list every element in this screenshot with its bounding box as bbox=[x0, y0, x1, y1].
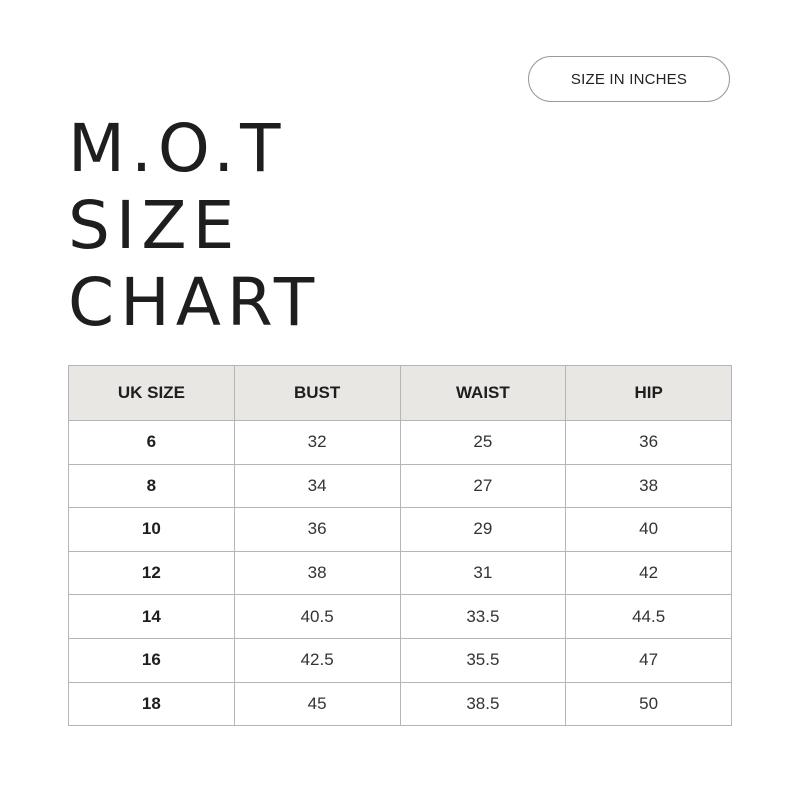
header-uk-size: UK SIZE bbox=[69, 366, 235, 421]
uk-size-cell: 14 bbox=[69, 595, 235, 639]
hip-cell: 40 bbox=[566, 508, 732, 552]
bust-cell: 45 bbox=[234, 682, 400, 726]
hip-cell: 42 bbox=[566, 551, 732, 595]
title-line-size: SIZE bbox=[68, 187, 241, 264]
bust-cell: 34 bbox=[234, 464, 400, 508]
hip-cell: 36 bbox=[566, 421, 732, 465]
uk-size-cell: 16 bbox=[69, 638, 235, 682]
uk-size-cell: 10 bbox=[69, 508, 235, 552]
waist-cell: 38.5 bbox=[400, 682, 566, 726]
waist-cell: 29 bbox=[400, 508, 566, 552]
header-bust: BUST bbox=[234, 366, 400, 421]
hip-cell: 50 bbox=[566, 682, 732, 726]
size-unit-badge: SIZE IN INCHES bbox=[528, 56, 730, 102]
table-row bbox=[69, 595, 732, 639]
waist-cell: 25 bbox=[400, 421, 566, 465]
table-row bbox=[69, 421, 732, 465]
table-header-row bbox=[69, 366, 732, 421]
header-waist: WAIST bbox=[400, 366, 566, 421]
table-row bbox=[69, 508, 732, 552]
uk-size-cell: 8 bbox=[69, 464, 235, 508]
table-row bbox=[69, 464, 732, 508]
bust-cell: 42.5 bbox=[234, 638, 400, 682]
bust-cell: 36 bbox=[234, 508, 400, 552]
page-title bbox=[68, 110, 320, 341]
hip-cell: 44.5 bbox=[566, 595, 732, 639]
table-row bbox=[69, 682, 732, 726]
size-chart-table bbox=[68, 365, 732, 726]
bust-cell: 40.5 bbox=[234, 595, 400, 639]
waist-cell: 33.5 bbox=[400, 595, 566, 639]
hip-cell: 38 bbox=[566, 464, 732, 508]
hip-cell: 47 bbox=[566, 638, 732, 682]
waist-cell: 35.5 bbox=[400, 638, 566, 682]
title-line-chart: CHART bbox=[68, 264, 321, 341]
table-row bbox=[69, 638, 732, 682]
waist-cell: 27 bbox=[400, 464, 566, 508]
title-line-brand: M.O.T bbox=[68, 110, 287, 187]
table-row bbox=[69, 551, 732, 595]
waist-cell: 31 bbox=[400, 551, 566, 595]
bust-cell: 32 bbox=[234, 421, 400, 465]
uk-size-cell: 12 bbox=[69, 551, 235, 595]
uk-size-cell: 18 bbox=[69, 682, 235, 726]
uk-size-cell: 6 bbox=[69, 421, 235, 465]
bust-cell: 38 bbox=[234, 551, 400, 595]
header-hip: HIP bbox=[566, 366, 732, 421]
